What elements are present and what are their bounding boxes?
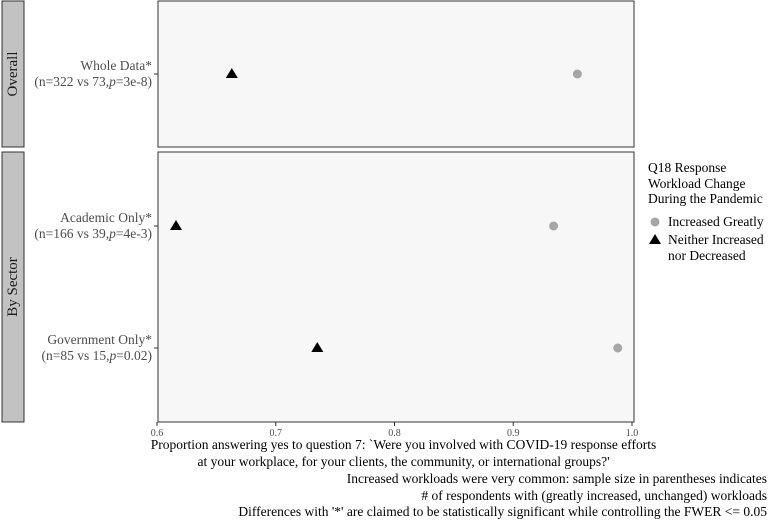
legend-item-increased-greatly	[648, 214, 764, 230]
legend-label-neither-line-1: Neither Increased	[668, 232, 764, 247]
point-increased-greatly	[573, 70, 582, 79]
legend-label-neither	[668, 232, 764, 263]
row-sample-whole-data	[34, 74, 152, 89]
legend-title-line-2: Workload Change	[648, 175, 746, 191]
legend-title-line-1: Q18 Response	[648, 160, 727, 175]
row-sample-p-label: p	[109, 348, 117, 363]
caption-line-1: Increased workloads were very common: sample size in parentheses indicates	[346, 471, 767, 486]
row-label-academic-only: Academic Only*	[60, 210, 152, 225]
x-axis-title-line-1: Proportion answering yes to question 7: `Were you involved with COVID-19 response efforts	[150, 437, 657, 452]
x-tick-label: 1.0	[625, 428, 639, 439]
row-label-whole-data: Whole Data*	[80, 58, 152, 73]
strip-label-overall: Overall	[5, 51, 21, 97]
row-labels	[34, 58, 158, 363]
x-tick-label: 0.6	[150, 428, 164, 439]
row-sample-academic-only	[34, 226, 152, 241]
legend-title	[648, 160, 764, 207]
point-increased-greatly	[549, 222, 558, 231]
legend-triangle-icon	[648, 232, 668, 247]
facet-strips	[2, 1, 24, 422]
legend-title-line-3: During the Pandemic	[648, 191, 763, 206]
row-sample-p-value: =0.02)	[116, 348, 152, 363]
row-label-government-only: Government Only*	[47, 332, 152, 347]
strip-label-by-sector: By Sector	[5, 257, 21, 317]
x-tick-label: 0.8	[388, 428, 401, 439]
row-sample-n: (n=166 vs 39,	[34, 226, 110, 241]
caption-block	[238, 471, 767, 521]
row-sample-p-value: =3e-8)	[115, 74, 152, 89]
x-tick-label: 0.7	[269, 428, 282, 439]
row-sample-government-only	[42, 348, 152, 363]
legend-item-neither	[648, 232, 764, 263]
x-axis-title	[0, 437, 777, 470]
legend	[648, 160, 764, 263]
facet-panels	[158, 1, 634, 422]
row-sample-n: (n=85 vs 15,	[41, 348, 110, 363]
row-sample-p-value: =4e-3)	[115, 226, 152, 241]
legend-circle-icon	[648, 214, 668, 229]
x-axis-title-line-2: at your workplace, for your clients, the community, or international groups?'	[197, 453, 610, 469]
legend-label-increased-greatly: Increased Greatly	[668, 213, 764, 229]
row-sample-n: (n=322 vs 73,	[34, 74, 110, 89]
row-sample-p-label: p	[109, 74, 116, 89]
legend-label-neither-line-2: nor Decreased	[668, 247, 746, 263]
caption-line-3: Differences with '*' are claimed to be statistically significant while controlling the FWER <= 0.05	[238, 504, 767, 519]
caption-line-2: # of respondents with (greatly increased, unchanged) workloads	[421, 487, 767, 503]
row-sample-p-label: p	[109, 226, 116, 241]
panel-by-sector	[158, 152, 634, 422]
point-increased-greatly	[613, 344, 622, 353]
x-tick-label: 0.9	[507, 428, 520, 439]
